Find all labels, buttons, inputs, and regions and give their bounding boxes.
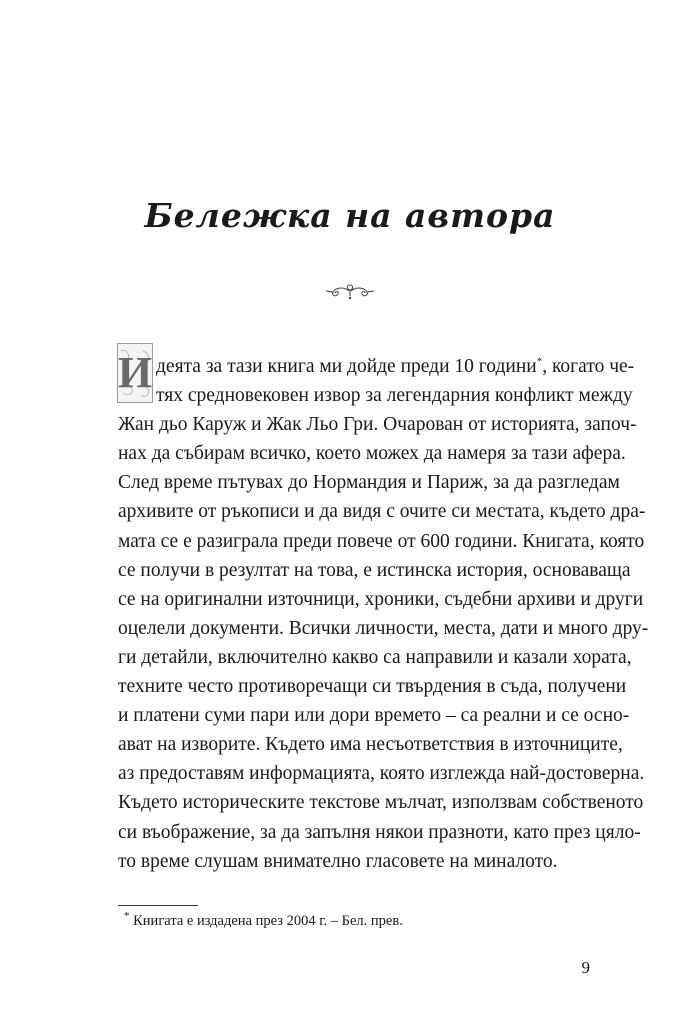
chapter-title: Бележка на автора [144,196,556,235]
body-line: си въображение, за да запълня някои празноти, като през цяло- [118,821,641,843]
body-line: то време слушам внимателно гласовете на миналото. [118,850,558,872]
body-line: техните често противоречащи си твърдения в съда, получени [118,676,627,698]
scroll-flourish-icon [325,282,375,300]
body-line: се получи в резултат на това, е истинска история, основаваща [118,559,631,581]
body-line: деята за тази книга ми дойде преди 10 години*, когато че- [156,355,635,377]
page-number: 9 [581,958,590,977]
footnote-marker: * [124,910,130,923]
body-line: ават на изворите. Където има несъответствия в източниците, [118,734,623,756]
body-line: аз предоставям информацията, която изглежда най-достоверна. [118,763,645,785]
body-line: тях средновековен извор за легендарния конфликт между [156,385,633,407]
body-line: След време пътувах до Нормандия и Париж, за да разгледам [118,472,620,494]
body-line: Жан дьо Каруж и Жак Льо Гри. Очарован от историята, започ- [118,414,637,436]
svg-text:И: И [117,348,153,397]
body-line: ги детайли, включително какво са направили и казали хората, [118,646,632,668]
footnote-divider [118,905,198,906]
body-line: и платени суми пари или дори времето – са реални и се осно- [118,705,630,727]
footnote-text: Книгата е издадена през 2004 г. – Бел. прев. [133,913,403,929]
body-line: нах да събирам всичко, което можех да намеря за тази афера. [118,443,626,465]
body-line: мата се е разиграла преди повече от 600 години. Книгата, която [118,530,645,552]
body-line: се на оригинални източници, хроники, съдебни архиви и други [118,588,644,610]
body-line: Където историческите текстове мълчат, използвам собственото [118,792,644,814]
footnote-marker: * [536,355,543,368]
body-line: оцелели документи. Всички личности, места, дати и много дру- [118,617,649,639]
author-note-body [118,352,649,876]
footnote [124,910,403,930]
body-line: архивите от ръкописи и да видя с очите си местата, където дра- [118,501,646,523]
